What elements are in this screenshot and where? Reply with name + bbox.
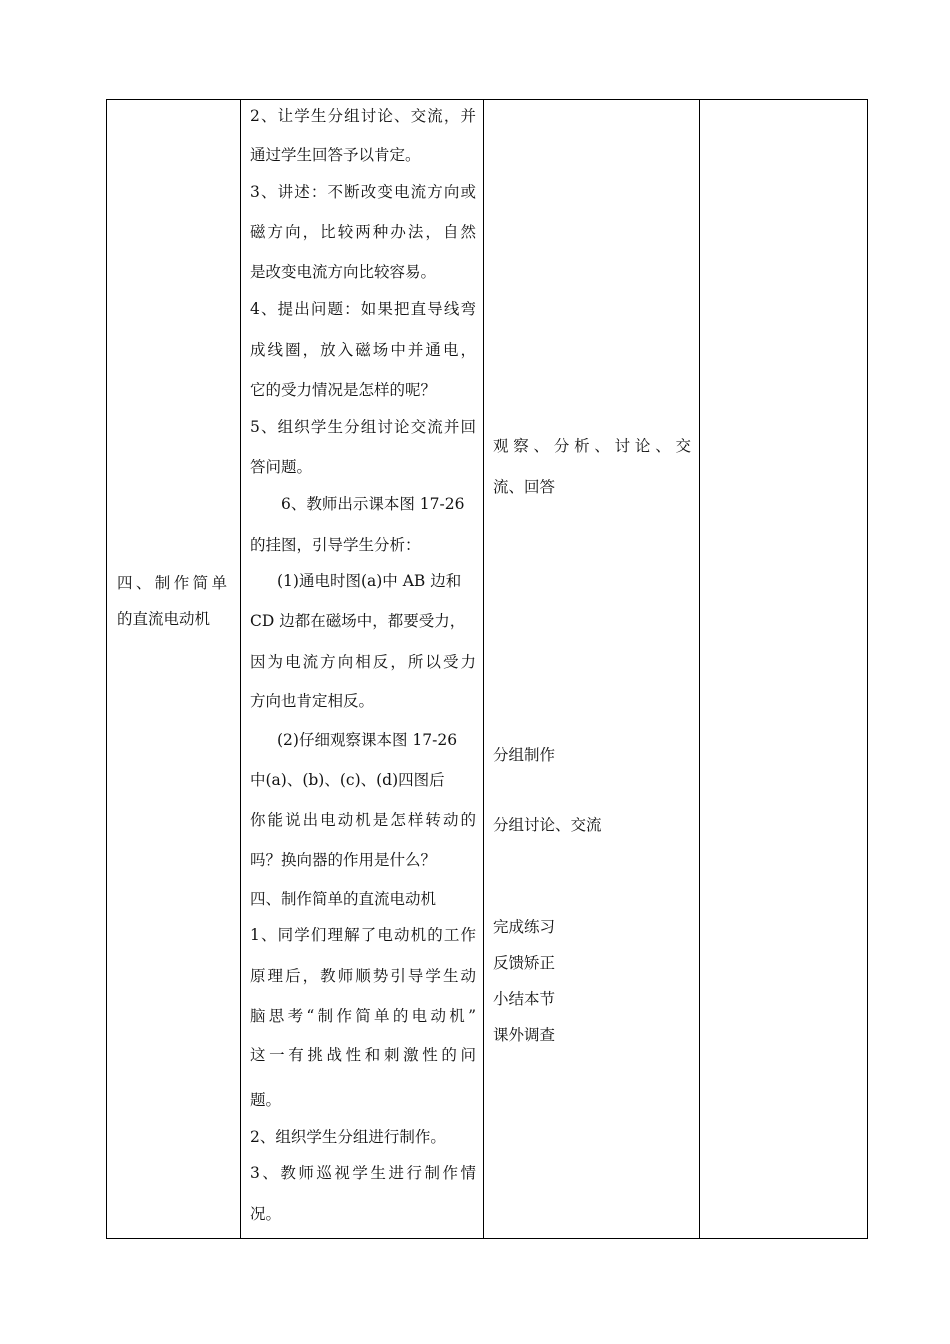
student-line: 分组制作: [493, 746, 556, 764]
section-title-line: 的直流电动机: [117, 610, 211, 628]
teacher-line: 吗？换向器的作用是什么？: [250, 851, 437, 869]
teacher-line: 原理后，教师顺势引导学生动: [250, 967, 476, 985]
teacher-line: 5、组织学生分组讨论交流并回: [250, 418, 476, 436]
teacher-line: 3、教师巡视学生进行制作情: [250, 1164, 476, 1182]
teacher-line: 中(a)、(b)、(c)、(d)四图后: [250, 771, 445, 789]
teacher-line: 它的受力情况是怎样的呢？: [250, 381, 437, 399]
student-line: 分组讨论、交流: [493, 816, 602, 834]
teacher-line: 2、让学生分组讨论、交流，并: [250, 107, 476, 125]
teacher-line: 答问题。: [250, 458, 313, 476]
lesson-plan-table: [106, 99, 868, 1239]
teacher-line: (2)仔细观察课本图 17-26: [277, 731, 458, 749]
teacher-line: 况。: [250, 1205, 282, 1223]
teacher-line: 方向也肯定相反。: [250, 692, 375, 710]
notes-cell: [699, 100, 867, 1238]
student-line: 反馈矫正: [493, 954, 556, 972]
student-line: 观察、分析、讨论、交: [493, 437, 691, 455]
teacher-line: CD 边都在磁场中，都要受力，: [250, 612, 466, 630]
teacher-line: 是改变电流方向比较容易。: [250, 263, 437, 281]
teacher-line: 你能说出电动机是怎样转动的: [250, 811, 476, 829]
teacher-line: (1)通电时图(a)中 AB 边和: [277, 572, 462, 590]
teacher-line: 因为电流方向相反，所以受力: [250, 653, 476, 671]
teacher-line: 脑思考“制作简单的电动机”: [250, 1007, 476, 1025]
teacher-line: 3、讲述：不断改变电流方向或: [250, 183, 476, 201]
teacher-line: 4、提出问题：如果把直导线弯: [250, 300, 476, 318]
teacher-line: 磁方向，比较两种办法，自然: [250, 223, 476, 241]
teacher-line: 成线圈，放入磁场中并通电，: [250, 341, 476, 359]
student-line: 小结本节: [493, 990, 556, 1008]
section-title-line: 四、制作简单: [117, 574, 227, 592]
student-activity-cell: [483, 100, 699, 1238]
student-line: 完成练习: [493, 918, 556, 936]
student-line: 流、回答: [493, 478, 556, 496]
teacher-line: 题。: [250, 1091, 282, 1109]
teacher-line: 通过学生回答予以肯定。: [250, 146, 421, 164]
student-line: 课外调查: [493, 1026, 556, 1044]
teacher-line: 2、组织学生分组进行制作。: [250, 1128, 446, 1146]
teacher-line: 这一有挑战性和刺激性的问: [250, 1046, 476, 1064]
teacher-line: 1、同学们理解了电动机的工作: [250, 926, 476, 944]
section-title-cell: [107, 100, 240, 1238]
teacher-line: 的挂图，引导学生分析：: [250, 536, 421, 554]
teacher-activity-cell: [240, 100, 483, 1238]
teacher-line: 四、制作简单的直流电动机: [250, 890, 437, 908]
teacher-line: 6、教师出示课本图 17-26: [281, 495, 465, 513]
